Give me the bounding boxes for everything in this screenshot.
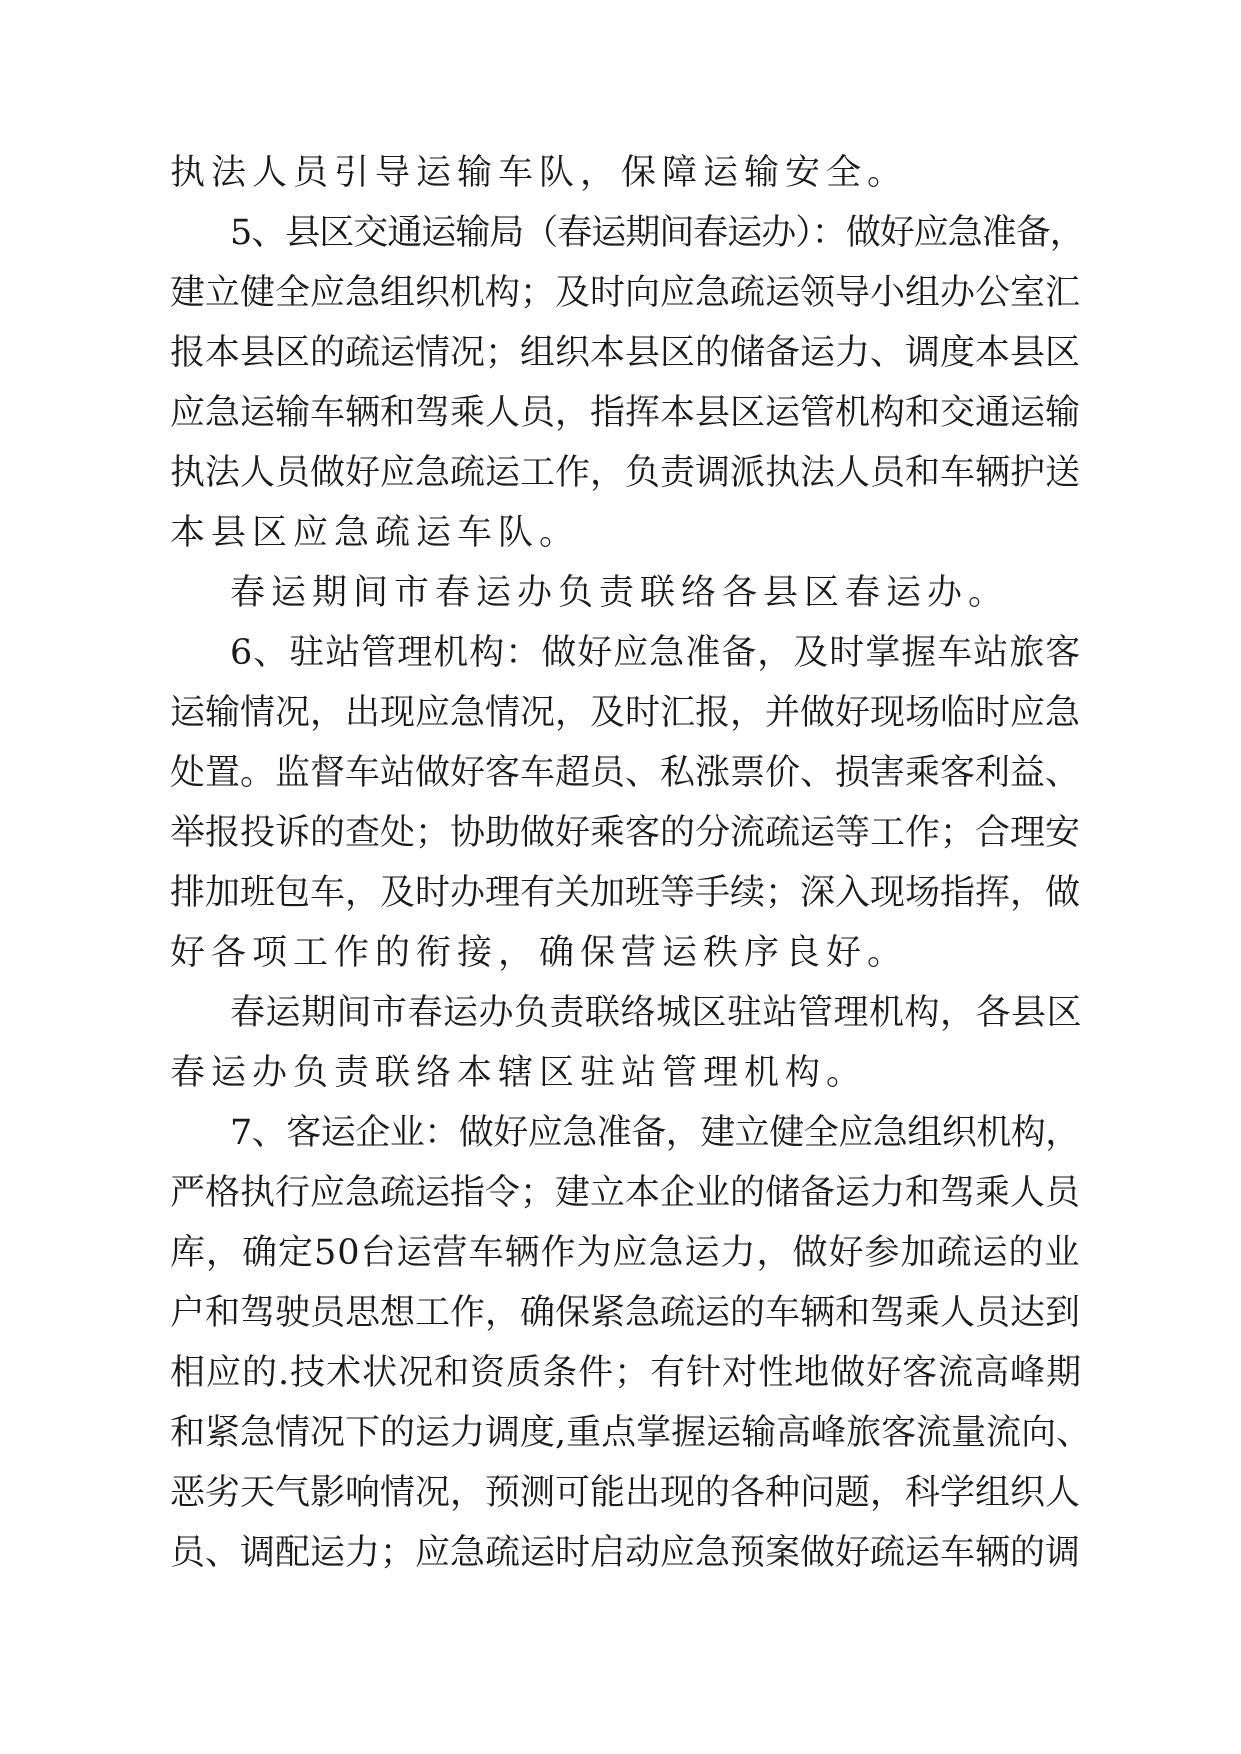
text-line-7: 本县区应急疏运车队。 (170, 513, 581, 553)
text-line-6: 执法人员做好应急疏运工作，负责调派执法人员和车辆护送 (170, 453, 1081, 493)
text-line-24: 员、调配运力；应急疏运时启动应急预案做好疏运车辆的调 (170, 1533, 1081, 1573)
text-line-10: 运输情况，出现应急情况，及时汇报，并做好现场临时应急 (170, 693, 1081, 733)
text-line-15: 春运期间市春运办负责联络城区驻站管理机构，各县区 (230, 993, 1083, 1033)
text-line-19: 库，确定50台运营车辆作为应急运力，做好参加疏运的业 (170, 1233, 1081, 1273)
text-line-2: 5、县区交通运输局（春运期间春运办）：做好应急准备， (230, 213, 1084, 253)
text-line-3: 建立健全应急组织机构；及时向应急疏运领导小组办公室汇 (170, 273, 1081, 313)
text-line-22: 和紧急情况下的运力调度,重点掌握运输高峰旅客流量流向、 (170, 1413, 1092, 1453)
text-line-17: 7、客运企业：做好应急准备，建立健全应急组织机构， (230, 1113, 1080, 1153)
text-line-14: 好各项工作的衔接，确保营运秩序良好。 (170, 933, 909, 973)
text-line-4: 报本县区的疏运情况；组织本县区的储备运力、调度本县区 (170, 333, 1081, 373)
text-line-20: 户和驾驶员思想工作，确保紧急疏运的车辆和驾乘人员达到 (170, 1293, 1081, 1333)
text-line-23: 恶劣天气影响情况，预测可能出现的各种问题，科学组织人 (170, 1473, 1081, 1513)
text-line-12: 举报投诉的查处；协助做好乘客的分流疏运等工作；合理安 (170, 813, 1081, 853)
text-line-9: 6、驻站管理机构：做好应急准备，及时掌握车站旅客 (230, 633, 1082, 673)
text-line-1: 执法人员引导运输车队，保障运输安全。 (170, 153, 909, 193)
text-line-21: 相应的.技术状况和资质条件；有针对性地做好客流高峰期 (170, 1353, 1083, 1393)
text-line-5: 应急运输车辆和驾乘人员，指挥本县区运管机构和交通运输 (170, 393, 1081, 433)
text-line-18: 严格执行应急疏运指令；建立本企业的储备运力和驾乘人员 (170, 1173, 1081, 1213)
text-line-11: 处置。监督车站做好客车超员、私涨票价、损害乘客利益、 (170, 753, 1081, 793)
text-line-16: 春运办负责联络本辖区驻站管理机构。 (170, 1053, 868, 1093)
text-line-8: 春运期间市春运办负责联络各县区春运办。 (230, 573, 1010, 613)
text-line-13: 排加班包车，及时办理有关加班等手续；深入现场指挥，做 (170, 873, 1081, 913)
